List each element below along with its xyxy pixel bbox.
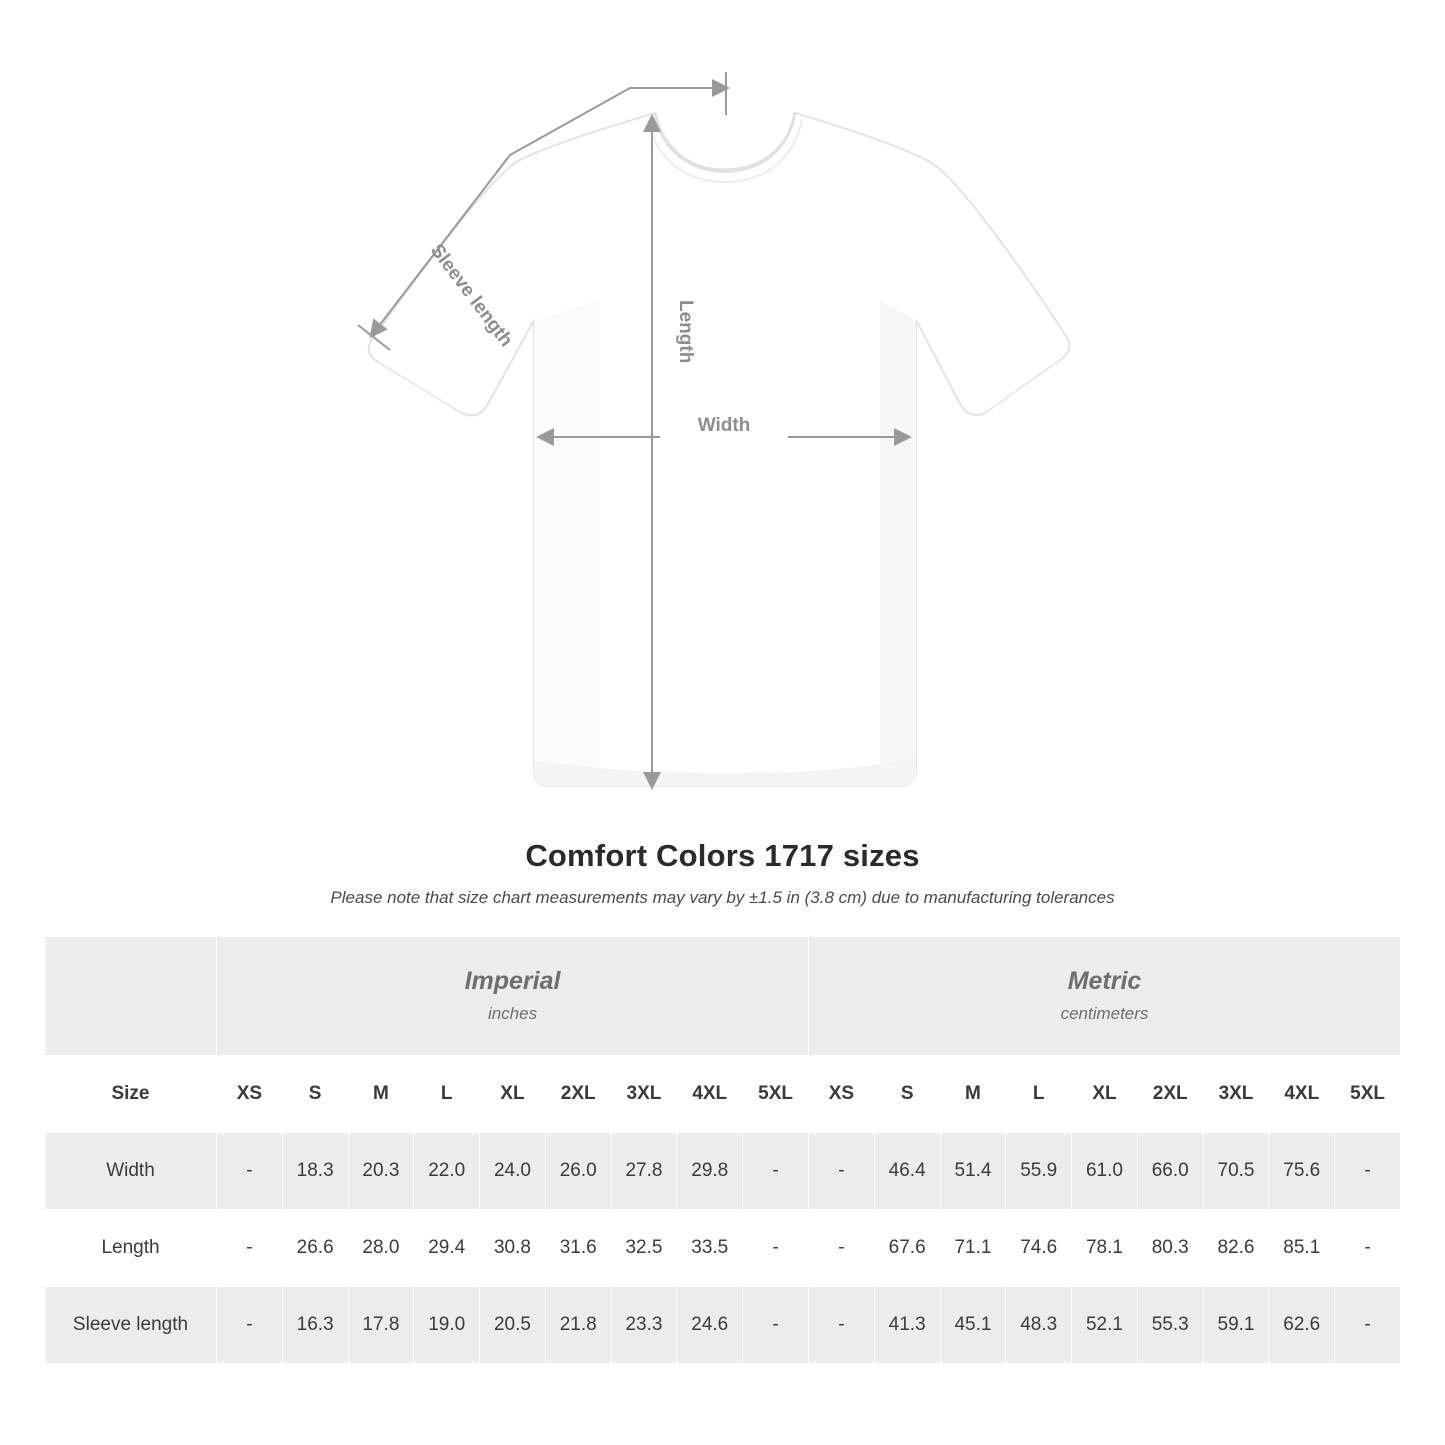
cell: 17.8 (348, 1287, 414, 1364)
cell: - (1335, 1210, 1401, 1287)
cell: 29.8 (677, 1133, 743, 1210)
unit-group-imperial-sub: inches (487, 1003, 538, 1023)
size-header-cell: XL (1072, 1056, 1138, 1133)
cell: - (809, 1133, 875, 1210)
cell: 78.1 (1072, 1210, 1138, 1287)
cell: 24.6 (677, 1287, 743, 1364)
unit-group-imperial (217, 937, 809, 1056)
cell: 80.3 (1137, 1210, 1203, 1287)
cell: 59.1 (1203, 1287, 1269, 1364)
measurement-note: Please note that size chart measurements may vary by ±1.5 in (3.8 cm) due to manufacturing tolerances (330, 888, 1115, 907)
size-header-cell: 4XL (677, 1056, 743, 1133)
row-label-length: Length (45, 1210, 217, 1287)
cell: 82.6 (1203, 1210, 1269, 1287)
length-label: Length (675, 300, 696, 364)
cell: 27.8 (611, 1133, 677, 1210)
size-header-cell: XS (217, 1056, 283, 1133)
size-header-cell: 3XL (1203, 1056, 1269, 1133)
cell: 55.9 (1006, 1133, 1072, 1210)
cell: 66.0 (1137, 1133, 1203, 1210)
cell: - (743, 1210, 809, 1287)
unit-group-metric (809, 937, 1401, 1056)
size-header-cell: XS (809, 1056, 875, 1133)
size-header-cell: 5XL (743, 1056, 809, 1133)
cell: 75.6 (1269, 1133, 1335, 1210)
size-header-cell: 3XL (611, 1056, 677, 1133)
width-label: Width (697, 415, 751, 436)
size-header-cell: M (348, 1056, 414, 1133)
cell: 45.1 (940, 1287, 1006, 1364)
cell: 52.1 (1072, 1287, 1138, 1364)
cell: 21.8 (545, 1287, 611, 1364)
cell: 20.5 (480, 1287, 546, 1364)
cell: - (217, 1210, 283, 1287)
unit-group-row (45, 937, 1401, 1056)
unit-group-imperial-name: Imperial (464, 967, 561, 996)
cell: 62.6 (1269, 1287, 1335, 1364)
cell: 33.5 (677, 1210, 743, 1287)
cell: - (1335, 1287, 1401, 1364)
cell: 51.4 (940, 1133, 1006, 1210)
cell: 61.0 (1072, 1133, 1138, 1210)
cell: - (217, 1287, 283, 1364)
cell: 67.6 (874, 1210, 940, 1287)
tshirt-shape (369, 113, 1070, 786)
size-header-cell: L (414, 1056, 480, 1133)
cell: 26.0 (545, 1133, 611, 1210)
cell: 22.0 (414, 1133, 480, 1210)
corner-cell (45, 937, 217, 1056)
size-header-cell: S (282, 1056, 348, 1133)
cell: 85.1 (1269, 1210, 1335, 1287)
cell: 18.3 (282, 1133, 348, 1210)
cell: - (217, 1133, 283, 1210)
size-header-label: Size (45, 1056, 217, 1133)
unit-group-metric-sub: centimeters (1060, 1003, 1149, 1023)
cell: - (809, 1287, 875, 1364)
table-row (45, 1133, 1401, 1210)
cell: - (809, 1210, 875, 1287)
cell: 24.0 (480, 1133, 546, 1210)
size-table-wrap (44, 936, 1401, 1364)
cell: 46.4 (874, 1133, 940, 1210)
cell: 30.8 (480, 1210, 546, 1287)
cell: 31.6 (545, 1210, 611, 1287)
cell: 23.3 (611, 1287, 677, 1364)
size-header-cell: XL (480, 1056, 546, 1133)
cell: 19.0 (414, 1287, 480, 1364)
sleeve-length-label: Sleeve length (426, 240, 517, 351)
table-row (45, 1287, 1401, 1364)
cell: 74.6 (1006, 1210, 1072, 1287)
table-row (45, 1210, 1401, 1287)
cell: 29.4 (414, 1210, 480, 1287)
cell: 41.3 (874, 1287, 940, 1364)
cell: 55.3 (1137, 1287, 1203, 1364)
cell: 70.5 (1203, 1133, 1269, 1210)
size-table (44, 936, 1401, 1364)
cell: 26.6 (282, 1210, 348, 1287)
unit-group-metric-name: Metric (1067, 967, 1142, 996)
page-title: Comfort Colors 1717 sizes (525, 838, 920, 873)
row-label-sleeve-length: Sleeve length (45, 1287, 217, 1364)
size-header-cell: L (1006, 1056, 1072, 1133)
size-header-cell: 4XL (1269, 1056, 1335, 1133)
size-header-cell: 5XL (1335, 1056, 1401, 1133)
cell: 28.0 (348, 1210, 414, 1287)
cell: 71.1 (940, 1210, 1006, 1287)
cell: 20.3 (348, 1133, 414, 1210)
cell: 32.5 (611, 1210, 677, 1287)
size-header-cell: 2XL (545, 1056, 611, 1133)
row-label-width: Width (45, 1133, 217, 1210)
cell: - (743, 1133, 809, 1210)
title-block (0, 838, 1445, 908)
size-header-row (45, 1056, 1401, 1133)
cell: - (1335, 1133, 1401, 1210)
size-header-cell: 2XL (1137, 1056, 1203, 1133)
size-header-cell: S (874, 1056, 940, 1133)
cell: 16.3 (282, 1287, 348, 1364)
cell: 48.3 (1006, 1287, 1072, 1364)
cell: - (743, 1287, 809, 1364)
size-header-cell: M (940, 1056, 1006, 1133)
